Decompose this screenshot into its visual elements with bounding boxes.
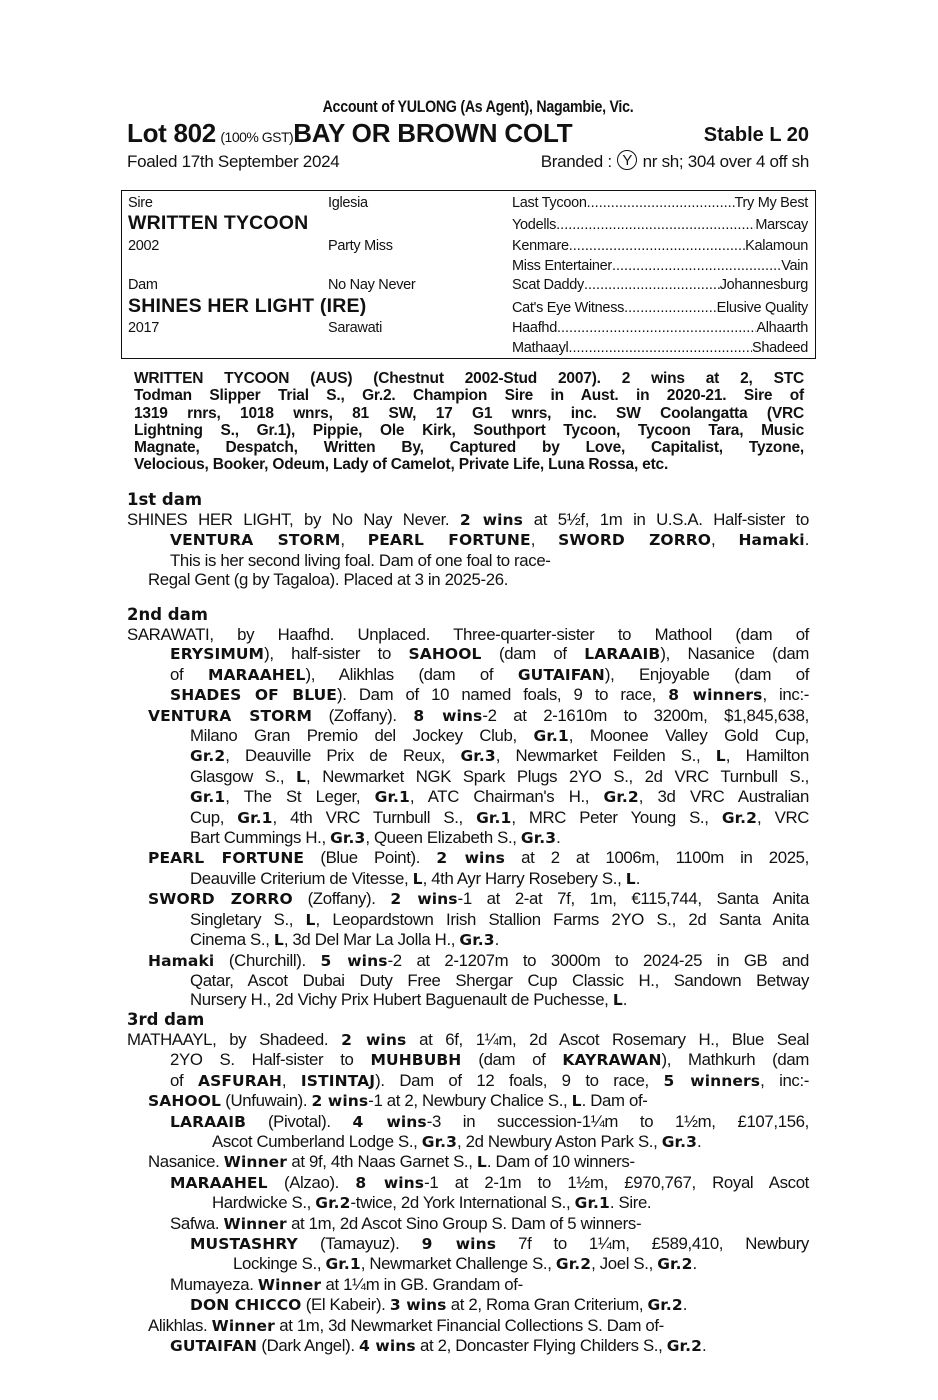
- dam-year: 2017: [128, 320, 160, 336]
- lot-description: BAY OR BROWN COLT: [293, 118, 573, 148]
- bold-run: DON CHICCO: [190, 1296, 302, 1315]
- lot-number: Lot 802: [127, 118, 216, 148]
- bold-run: LARAAIB: [170, 1112, 247, 1131]
- bold-run: Gr.2: [603, 788, 639, 807]
- text-line: [127, 510, 809, 530]
- text-line: [127, 1030, 809, 1050]
- text-run: Nasanice.: [148, 1152, 224, 1172]
- sire-name: WRITTEN TYCOON: [128, 212, 309, 234]
- text-line: [127, 1173, 809, 1193]
- bold-run: L: [571, 1092, 582, 1111]
- text-run: , Newmarket Challenge S.,: [360, 1254, 556, 1274]
- text-line: [127, 1214, 809, 1234]
- text-run: .: [696, 1132, 702, 1152]
- grandparent-row: Miss Entertainer ..... Vain: [512, 256, 808, 277]
- text-run: Regal Gent (g by Tagaloa). Placed at 3 in 2025-26.: [148, 570, 509, 590]
- bold-run: 2 wins: [341, 1031, 407, 1049]
- bold-run: MARAAHEL: [170, 1173, 268, 1192]
- bold-run: Winner: [211, 1316, 275, 1335]
- bold-run: KAYRAWAN: [562, 1051, 662, 1070]
- text-run: 2YO S. Half-sister to: [170, 1050, 371, 1070]
- text-run: , The St Leger,: [225, 787, 375, 807]
- text-line: [127, 848, 809, 868]
- text-run: .: [494, 930, 499, 950]
- bold-run: SAHOOL: [408, 645, 482, 664]
- text-line: [127, 1132, 809, 1152]
- text-line: [127, 1234, 809, 1254]
- bold-run: 8 winners: [668, 686, 763, 705]
- text-run: , 3d VRC Australian: [638, 787, 809, 807]
- bold-run: Hamaki: [738, 531, 805, 550]
- text-line: [127, 869, 809, 889]
- grandparent-row: Mathaayl ..... Shadeed: [512, 338, 808, 359]
- text-run: 7f to 1¼m, £589,410, Newbury: [496, 1234, 809, 1254]
- foaled-line: [127, 148, 809, 176]
- text-run: ,: [340, 530, 368, 550]
- text-run: (dam of: [481, 644, 585, 664]
- text-line: [127, 1316, 809, 1336]
- text-line: [127, 551, 809, 570]
- grandparent-row: Haafhd ..... Alhaarth: [512, 318, 808, 339]
- bold-run: Gr.2: [315, 1194, 351, 1213]
- text-run: , Joel S.,: [591, 1254, 658, 1274]
- text-line: [127, 1050, 809, 1070]
- vendor-line: Account of YULONG (As Agent), Nagambie, Vic.: [322, 98, 634, 116]
- dam-dam: Sarawati: [328, 320, 383, 336]
- text-run: . Dam of-: [581, 1091, 648, 1111]
- text-run: .: [804, 530, 810, 550]
- text-run: This is her second living foal. Dam of one foal to race-: [170, 550, 551, 570]
- text-line: [127, 808, 809, 828]
- text-run: at 1m, 3d Newmarket Financial Collections S. Dam of-: [274, 1315, 664, 1335]
- section-body: [127, 510, 809, 590]
- text-run: , inc:-: [760, 1070, 810, 1090]
- bold-run: 8 wins: [413, 706, 483, 725]
- lot-header: [127, 96, 809, 176]
- text-run: , Deauville Prix de Reux,: [225, 746, 461, 766]
- text-run: , MRC Peter Young S.,: [511, 807, 722, 827]
- text-run: at 1¼m in GB. Grandam of-: [321, 1274, 523, 1294]
- grandparent-row: Cat's Eye Witness ..... Elusive Quality: [512, 298, 808, 319]
- text-run: ), half-sister to: [264, 644, 409, 664]
- text-line: [127, 951, 809, 971]
- bold-run: VENTURA STORM: [170, 531, 341, 550]
- bold-run: ERYSIMUM: [170, 645, 265, 664]
- text-line: [127, 1193, 809, 1213]
- text-run: of: [170, 664, 208, 684]
- text-run: .: [701, 1336, 707, 1356]
- text-run: , 4th Ayr Harry Rosebery S.,: [422, 868, 626, 888]
- bold-run: Gr.2: [666, 1337, 702, 1356]
- text-line: [127, 1295, 809, 1315]
- text-run: , VRC: [757, 807, 809, 827]
- text-run: , ATC Chairman's H.,: [409, 787, 604, 807]
- bold-run: 5 winners: [663, 1071, 761, 1090]
- bold-run: L: [476, 1153, 487, 1172]
- text-run: . Dam of 10 winners-: [486, 1152, 635, 1172]
- text-run: (Tamayuz).: [297, 1234, 422, 1254]
- bold-run: Gr.3: [330, 829, 366, 848]
- sire-year: 2002: [128, 238, 160, 254]
- bold-run: 4 wins: [352, 1112, 427, 1131]
- section-body: [127, 625, 809, 1011]
- text-run: , Queen Elizabeth S.,: [365, 828, 521, 848]
- bold-run: GUTAIFAN: [517, 665, 605, 684]
- text-run: -twice, 2d York International S.,: [350, 1193, 575, 1213]
- bold-run: Gr.1: [476, 808, 512, 827]
- bold-run: L: [412, 869, 423, 888]
- text-run: Nursery H., 2d Vichy Prix Hubert Baguenault de Puchesse,: [190, 990, 613, 1010]
- text-line: [127, 971, 809, 990]
- text-run: Cup,: [190, 807, 238, 827]
- text-line: [127, 990, 809, 1010]
- text-run: (Blue Point).: [304, 848, 437, 868]
- bold-run: SWORD ZORRO: [148, 890, 293, 909]
- text-run: at 2, Roma Gran Criterium,: [446, 1295, 648, 1315]
- bold-run: 5 wins: [320, 951, 388, 970]
- text-run: (Dark Angel).: [257, 1336, 360, 1356]
- text-line: [127, 644, 809, 664]
- sire-dam: Party Miss: [328, 238, 393, 254]
- text-run: Lockinge S.,: [233, 1254, 326, 1274]
- text-line: [127, 1091, 809, 1111]
- text-run: (El Kabeir).: [301, 1295, 390, 1315]
- text-run: Mumayeza.: [170, 1274, 258, 1294]
- text-line: [127, 1112, 809, 1132]
- bold-run: SHADES OF BLUE: [170, 686, 337, 705]
- text-line: [127, 828, 809, 848]
- text-run: -1 at 2-at 7f, 1m, €115,744, Santa Anita: [457, 889, 809, 909]
- bold-run: 2 wins: [459, 511, 524, 529]
- text-run: ), Mathkurh (dam: [661, 1050, 809, 1070]
- text-run: , 3d Del Mar La Jolla H.,: [283, 930, 460, 950]
- bold-run: LARAAIB: [584, 645, 661, 664]
- text-run: , inc:-: [762, 685, 809, 705]
- bold-run: 3 wins: [389, 1296, 447, 1315]
- bold-run: SWORD ZORRO: [558, 531, 712, 550]
- bold-run: MUSTASHRY: [190, 1235, 298, 1254]
- bold-run: Hamaki: [148, 951, 215, 970]
- bold-run: Gr.3: [520, 829, 557, 848]
- text-run: .: [622, 990, 628, 1010]
- text-line: [127, 767, 809, 787]
- text-run: Ascot Cumberland Lodge S.,: [212, 1132, 422, 1152]
- text-line: [127, 910, 809, 930]
- bold-run: 2 wins: [390, 890, 458, 909]
- first-dam-section: [127, 490, 809, 590]
- text-line: [127, 930, 809, 950]
- text-run: , Newmarket NGK Spark Plugs 2YO S., 2d VRC Turnbull S.,: [306, 766, 809, 786]
- bold-run: Gr.3: [421, 1133, 457, 1152]
- text-line: [127, 530, 809, 550]
- text-run: (Zoffany).: [292, 889, 391, 909]
- text-run: Bart Cummings H.,: [190, 828, 331, 848]
- text-run: .: [635, 868, 640, 888]
- grandparent-row: Yodells ..... Marscay: [512, 215, 808, 236]
- bold-run: L: [273, 931, 284, 950]
- text-run: Glasgow S.,: [190, 766, 297, 786]
- bold-run: Gr.2: [555, 1255, 592, 1274]
- text-run: ), Nasanice (dam: [660, 644, 809, 664]
- bold-run: Gr.1: [190, 788, 226, 807]
- second-dam-section: [127, 605, 809, 1011]
- bold-run: L: [305, 910, 316, 929]
- text-run: .: [692, 1254, 697, 1274]
- text-run: , 2d Newbury Aston Park S.,: [457, 1132, 662, 1152]
- bold-run: 2 wins: [311, 1092, 369, 1111]
- text-line: [127, 706, 809, 726]
- bold-run: 2 wins: [436, 849, 505, 868]
- pedigree-table: [121, 190, 816, 359]
- text-run: SHINES HER LIGHT, by No Nay Never.: [127, 510, 460, 529]
- text-run: ), Alikhlas (dam of: [305, 664, 518, 684]
- text-run: at 9f, 4th Naas Garnet S.,: [287, 1152, 477, 1172]
- bold-run: L: [612, 991, 623, 1010]
- bold-run: PEARL FORTUNE: [148, 849, 305, 868]
- text-run: Alikhlas.: [148, 1315, 212, 1335]
- text-run: (Unfuwain).: [220, 1091, 312, 1111]
- sire-label: Sire: [128, 195, 153, 211]
- bold-run: PEARL FORTUNE: [367, 531, 531, 550]
- text-run: at 5½f, 1m in U.S.A. Half-sister to: [523, 510, 809, 529]
- text-line: [127, 889, 809, 909]
- text-run: (Alzao).: [267, 1172, 356, 1192]
- brand-detail: nr sh; 304 over 4 off sh: [642, 152, 809, 171]
- bold-run: Winner: [223, 1214, 287, 1233]
- text-run: at 2 at 1006m, 1100m in 2025,: [504, 848, 809, 868]
- grandparent-row: Last Tycoon ..... Try My Best: [512, 193, 808, 214]
- text-run: -1 at 2-1m to 1½m, £970,767, Royal Ascot: [424, 1172, 809, 1192]
- text-run: (dam of: [461, 1050, 563, 1070]
- text-run: ,: [281, 1070, 301, 1090]
- text-run: -2 at 2-1207m to 3000m to 2024-25 in GB and: [387, 950, 809, 970]
- dam-name: SHINES HER LIGHT (IRE): [128, 295, 367, 317]
- text-line: [127, 1254, 809, 1274]
- text-run: Cinema S.,: [190, 930, 274, 950]
- bold-run: MARAAHEL: [207, 665, 306, 684]
- bold-run: ISTINTAJ: [300, 1071, 376, 1090]
- bold-run: L: [715, 747, 726, 766]
- bold-run: L: [625, 869, 636, 888]
- text-run: Singletary S.,: [190, 909, 306, 929]
- sire-summary: WRITTEN TYCOON (AUS) (Chestnut 2002-Stud 2007). 2 wins at 2, STC Todman Slipper Trial S., Gr.2. Champion Sire in Aust. in 2020-21. Sire of 1319 rnrs, 1018 wnrs, 81 SW, 17 G1 wnrs, inc. SW Coolangatta (VRC Lightning S., Gr.1), Pippie, Ole Kirk, Southport Tycoon, Tycoon Tara, Music Magnate, Despatch, Written By, Captured by Love, Capitalist, Tyzone, Velocious, Booker, Odeum, Lady of Camelot, Private Life, Luna Rossa, etc.: [134, 370, 804, 474]
- text-run: , 4th VRC Turnbull S.,: [272, 807, 477, 827]
- bold-run: Gr.1: [533, 727, 569, 746]
- text-run: ). Dam of 10 named foals, 9 to race,: [337, 685, 669, 705]
- bold-run: Gr.2: [190, 747, 226, 766]
- sire-sire: Iglesia: [328, 195, 368, 211]
- dam-sire: No Nay Never: [328, 277, 416, 293]
- bold-run: ASFURAH: [197, 1071, 282, 1090]
- text-line: [127, 685, 809, 705]
- third-dam-section: [127, 1010, 809, 1357]
- text-run: . Sire.: [609, 1193, 652, 1213]
- bold-run: Gr.2: [647, 1296, 683, 1315]
- bold-run: Gr.1: [574, 1194, 610, 1213]
- section-heading: 1st dam: [127, 490, 203, 509]
- text-run: ,: [711, 530, 739, 550]
- bold-run: Gr.2: [721, 808, 758, 827]
- text-run: Milano Gran Premio del Jockey Club,: [190, 726, 534, 746]
- text-run: Hardwicke S.,: [212, 1193, 316, 1213]
- text-run: at 1m, 2d Ascot Sino Group S. Dam of 5 winners-: [286, 1213, 642, 1233]
- bold-run: L: [296, 767, 307, 786]
- text-line: [127, 1336, 809, 1356]
- text-run: , Newmarket Feilden S.,: [495, 746, 716, 766]
- bold-run: VENTURA STORM: [148, 706, 312, 725]
- lot-title-line: [127, 118, 809, 148]
- text-run: ), Enjoyable (dam of: [604, 664, 810, 684]
- bold-run: 4 wins: [359, 1337, 416, 1356]
- bold-run: Gr.1: [237, 808, 273, 827]
- text-run: ). Dam of 12 foals, 9 to race,: [375, 1070, 664, 1090]
- bold-run: MUHBUBH: [370, 1051, 462, 1070]
- text-line: [127, 1275, 809, 1295]
- text-line: [127, 1071, 809, 1091]
- bold-run: Winner: [223, 1153, 288, 1172]
- grandparent-row: Kenmare ..... Kalamoun: [512, 236, 808, 257]
- gst-note: (100% GST): [220, 129, 294, 145]
- brand-mark-icon: Y: [617, 150, 637, 170]
- text-run: at 2, Doncaster Flying Childers S.,: [415, 1336, 667, 1356]
- text-run: Deauville Criterium de Vitesse,: [190, 868, 413, 888]
- text-run: , Hamilton: [725, 746, 809, 766]
- bold-run: Gr.2: [657, 1255, 693, 1274]
- text-run: -1 at 2, Newbury Chalice S.,: [368, 1091, 572, 1111]
- text-run: , Leopardstown Irish Stallion Farms 2YO S., 2d Santa Anita: [315, 909, 809, 929]
- text-run: at 6f, 1¼m, 2d Ascot Rosemary H., Blue Seal: [406, 1030, 809, 1049]
- bold-run: GUTAIFAN: [170, 1337, 258, 1356]
- brand-info: [541, 148, 809, 176]
- text-run: (Churchill).: [214, 950, 321, 970]
- text-run: -2 at 2-1610m to 3200m, $1,845,638,: [482, 705, 809, 725]
- bold-run: 8 wins: [355, 1173, 425, 1192]
- foaled-date: Foaled 17th September 2024: [127, 152, 340, 171]
- text-line: [127, 665, 809, 685]
- text-line: [127, 1152, 809, 1172]
- bold-run: Winner: [257, 1275, 322, 1294]
- bold-run: Gr.3: [459, 931, 495, 950]
- grandparent-row: Scat Daddy ..... Johannesburg: [512, 275, 808, 296]
- text-run: (Pivotal).: [246, 1111, 353, 1131]
- bold-run: SAHOOL: [148, 1092, 221, 1111]
- text-run: .: [556, 828, 561, 848]
- bold-run: Gr.3: [460, 747, 496, 766]
- bold-run: Gr.3: [661, 1133, 697, 1152]
- text-line: [127, 625, 809, 644]
- branded-label: Branded :: [540, 152, 612, 171]
- text-line: [127, 570, 809, 589]
- text-line: [127, 787, 809, 807]
- text-run: Qatar, Ascot Dubai Duty Free Shergar Cup Classic H., Sandown Betway: [190, 970, 809, 990]
- section-body: [127, 1030, 809, 1357]
- text-line: [127, 746, 809, 766]
- text-run: , Moonee Valley Gold Cup,: [568, 726, 809, 746]
- text-line: [127, 726, 809, 746]
- section-heading: 2nd dam: [127, 605, 208, 624]
- text-run: MATHAAYL, by Shadeed.: [127, 1030, 342, 1049]
- text-run: SARAWATI, by Haafhd. Unplaced. Three-quarter-sister to Mathool (dam of: [127, 625, 809, 644]
- stable-location: Stable L 20: [703, 124, 809, 146]
- text-run: of: [170, 1070, 198, 1090]
- text-run: -3 in succession-1¼m to 1½m, £107,156,: [426, 1111, 809, 1131]
- bold-run: 9 wins: [421, 1235, 497, 1254]
- text-run: (Zoffany).: [311, 705, 414, 725]
- section-heading: 3rd dam: [127, 1010, 205, 1029]
- dam-label: Dam: [128, 277, 158, 293]
- text-run: ,: [530, 530, 559, 550]
- text-run: .: [682, 1295, 688, 1315]
- bold-run: Gr.1: [374, 788, 410, 807]
- bold-run: Gr.1: [325, 1255, 361, 1274]
- text-run: Safwa.: [170, 1213, 224, 1233]
